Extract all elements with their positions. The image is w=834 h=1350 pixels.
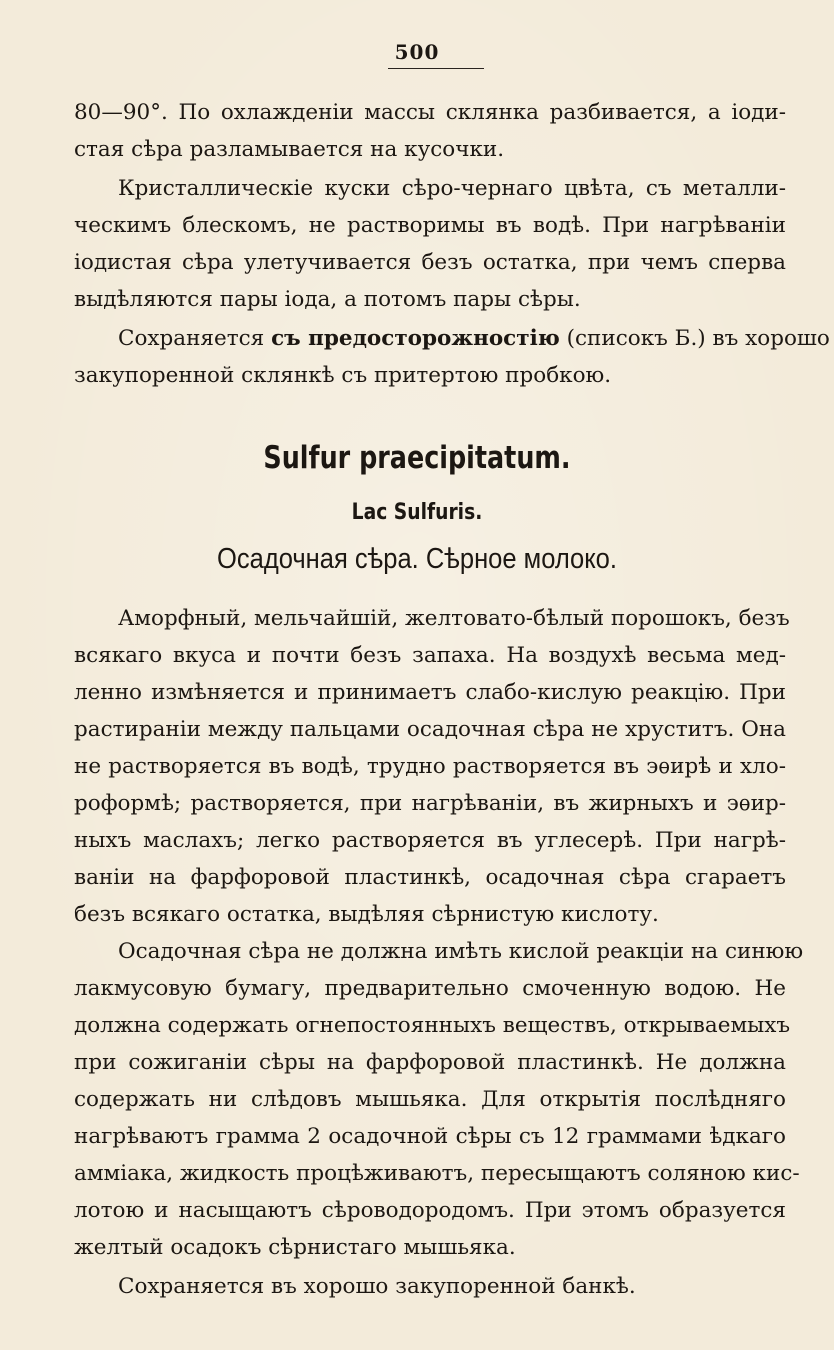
text-line: лакмусовую бумагу, предварительно смоченную водою. Не: [74, 976, 786, 1001]
page-number-rule: [388, 68, 484, 69]
text-line: Аморфный, мельчайшій, желтовато-бѣлый порошокъ, безъ: [118, 606, 790, 631]
paragraph-crystals: [74, 170, 786, 318]
text-line: растираніи между пальцами осадочная сѣра не хруститъ. Она: [74, 717, 786, 742]
text-line: закупоренной склянкѣ съ притертою пробкою.: [74, 363, 612, 388]
text-run: Сохраняется: [118, 326, 272, 351]
section-subheading-latin: Lac Sulfuris.: [351, 500, 483, 525]
paragraph-description: [74, 600, 790, 933]
text-line: всякаго вкуса и почти безъ запаха. На воздухѣ весьма мед-: [74, 643, 786, 668]
text-line: содержать ни слѣдовъ мышьяка. Для открытія послѣдняго: [74, 1087, 786, 1112]
text-line: аммiака, жидкость процѣживаютъ, пересыщаютъ соляною кис-: [74, 1161, 800, 1186]
paragraph-tests: [74, 933, 804, 1266]
text-line: желтый осадокъ сѣрнистаго мышьяка.: [74, 1235, 516, 1260]
text-line: Кристаллическіе куски сѣро-чернаго цвѣта, съ металли-: [118, 176, 786, 201]
text-line: Осадочная сѣра не должна имѣть кислой реакціи на синюю: [118, 939, 804, 964]
text-line: [74, 320, 830, 357]
text-line: ленно измѣняется и принимаетъ слабо-кислую реакцію. При: [74, 680, 786, 705]
text-line: ныхъ маслахъ; легко растворяется въ углесерѣ. При нагрѣ-: [74, 828, 786, 853]
text-line: стая сѣра разламывается на кусочки.: [74, 137, 505, 162]
text-line: должна содержать огнепостоянныхъ веществъ, открываемыхъ: [74, 1013, 791, 1038]
text-line: при сожиганіи сѣры на фарфоровой пластинкѣ. Не должна: [74, 1050, 786, 1075]
paragraph-storage: [74, 1268, 786, 1305]
section-heading-latin: Sulfur praecipitatum.: [263, 440, 571, 476]
bold-phrase: съ предосторожностію: [271, 326, 560, 351]
text-line: 80—90°. По охлажденіи массы склянка разбивается, а іоди-: [74, 100, 786, 125]
text-line: іодистая сѣра улетучивается безъ остатка, при чемъ сперва: [74, 250, 786, 275]
text-line: Сохраняется въ хорошо закупоренной банкѣ.: [118, 1274, 636, 1299]
text-line: ческимъ блескомъ, не растворимы въ водѣ. При нагрѣваніи: [74, 213, 786, 238]
text-line: лотою и насыщаютъ сѣроводородомъ. При этомъ образуется: [74, 1198, 786, 1223]
text-line: роформѣ; растворяется, при нагрѣваніи, въ жирныхъ и эѳир-: [74, 791, 786, 816]
text-line: не растворяется въ водѣ, трудно растворяется въ эѳирѣ и хло-: [74, 754, 786, 779]
section-heading-russian: Осадочная сѣра. Сѣрное молоко.: [217, 543, 617, 575]
page-number: 500: [394, 40, 440, 64]
paragraph-storage-caution: [74, 320, 830, 394]
text-line: ваніи на фарфоровой пластинкѣ, осадочная сѣра сгараетъ: [74, 865, 786, 890]
text-line: безъ всякаго остатка, выдѣляя сѣрнистую кислоту.: [74, 902, 659, 927]
text-line: нагрѣваютъ грамма 2 осадочной сѣры съ 12 граммами ѣдкаго: [74, 1124, 786, 1149]
text-run: (списокъ Б.) въ хорошо: [559, 326, 830, 351]
text-line: выдѣляются пары іода, а потомъ пары сѣры.: [74, 287, 581, 312]
paragraph-continuation: [74, 94, 786, 168]
